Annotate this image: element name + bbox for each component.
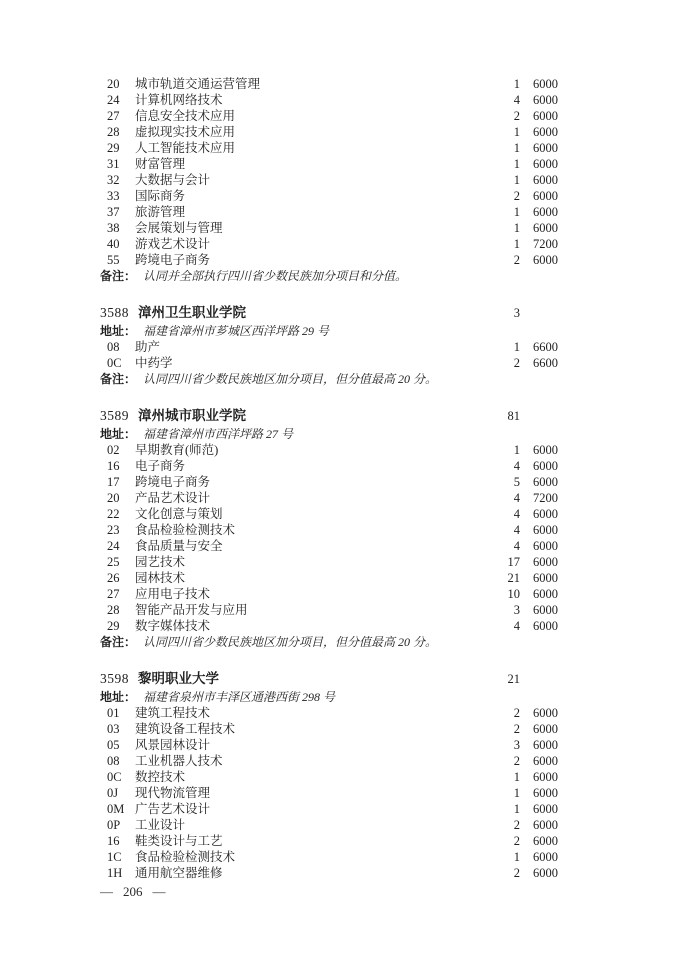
program-name: 食品检验检测技术: [135, 850, 236, 864]
program-fee: 6000: [533, 253, 558, 267]
program-row: [100, 252, 558, 268]
program-row: [100, 721, 558, 737]
program-count: 17: [507, 555, 520, 569]
program-name: 虚拟现实技术应用: [135, 125, 236, 139]
program-name: 鞋类设计与工艺: [135, 834, 223, 848]
program-fee: 6000: [533, 539, 558, 553]
program-code: 28: [107, 603, 120, 617]
program-name: 应用电子技术: [135, 587, 211, 601]
program-fee: 7200: [533, 491, 558, 505]
program-name: 财富管理: [135, 157, 186, 171]
program-row: [100, 705, 558, 721]
program-code: 33: [107, 189, 120, 203]
page-number: 206: [123, 884, 143, 899]
program-fee: 6000: [533, 802, 558, 816]
program-name: 工业设计: [135, 818, 186, 832]
program-code: 1C: [107, 850, 122, 864]
program-name: 国际商务: [135, 189, 186, 203]
program-count: 1: [513, 786, 520, 800]
remark-text: 认同并全部执行四川省少数民族加分项目和分值。: [143, 269, 408, 283]
program-row: [100, 618, 558, 634]
program-row: [100, 506, 558, 522]
program-name: 计算机网络技术: [135, 93, 223, 107]
program-row: [100, 108, 558, 124]
college-name: 漳州城市职业学院: [138, 408, 246, 423]
page-footer: [100, 884, 166, 900]
program-name: 智能产品开发与应用: [135, 603, 248, 617]
program-row: [100, 785, 558, 801]
program-fee: 6000: [533, 571, 558, 585]
program-row: [100, 801, 558, 817]
program-count: 2: [513, 253, 520, 267]
program-name: 中药学: [135, 356, 173, 370]
program-fee: 6000: [533, 459, 558, 473]
program-row: [100, 570, 558, 586]
program-fee: 6000: [533, 125, 558, 139]
program-name: 风景园林设计: [135, 738, 211, 752]
program-code: 31: [107, 157, 120, 171]
program-fee: 6000: [533, 818, 558, 832]
program-count: 2: [513, 866, 520, 880]
program-fee: 6000: [533, 770, 558, 784]
program-fee: 6000: [533, 109, 558, 123]
program-fee: 6000: [533, 866, 558, 880]
program-code: 26: [107, 571, 120, 585]
program-code: 32: [107, 173, 120, 187]
program-row: [100, 172, 558, 188]
remark-line: [100, 268, 558, 284]
program-count: 3: [513, 738, 520, 752]
program-count: 3: [513, 603, 520, 617]
program-name: 跨境电子商务: [135, 253, 211, 267]
college-total-count: 3: [513, 306, 520, 320]
program-row: [100, 769, 558, 785]
program-fee: 6000: [533, 834, 558, 848]
program-code: 0M: [107, 802, 125, 816]
program-name: 大数据与会计: [135, 173, 211, 187]
program-row: [100, 554, 558, 570]
college-code: 3589: [100, 408, 129, 423]
program-code: 20: [107, 77, 120, 91]
program-rows: [100, 339, 558, 371]
program-count: 4: [513, 459, 520, 473]
program-fee: 6000: [533, 850, 558, 864]
program-name: 广告艺术设计: [135, 802, 211, 816]
program-row: [100, 442, 558, 458]
address-label: 地址：: [100, 427, 137, 441]
program-fee: 6000: [533, 722, 558, 736]
program-row: [100, 522, 558, 538]
program-count: 2: [513, 706, 520, 720]
program-code: 1H: [107, 866, 123, 880]
program-name: 食品检验检测技术: [135, 523, 236, 537]
college-address-line: [100, 689, 558, 705]
remark-label: 备注：: [100, 372, 137, 386]
program-fee: 6000: [533, 603, 558, 617]
program-name: 建筑工程技术: [135, 706, 211, 720]
program-row: [100, 849, 558, 865]
program-name: 游戏艺术设计: [135, 237, 211, 251]
program-row: [100, 92, 558, 108]
program-fee: 6600: [533, 356, 558, 370]
program-fee: 6000: [533, 475, 558, 489]
program-name: 工业机器人技术: [135, 754, 223, 768]
program-name: 会展策划与管理: [135, 221, 223, 235]
program-name: 通用航空器维修: [135, 866, 223, 880]
program-rows: [100, 442, 558, 634]
address-text: 福建省漳州市西洋坪路 27 号: [143, 427, 294, 441]
program-row: [100, 538, 558, 554]
program-code: 05: [107, 738, 120, 752]
program-count: 4: [513, 539, 520, 553]
program-count: 21: [507, 571, 520, 585]
program-row: [100, 124, 558, 140]
program-row: [100, 140, 558, 156]
program-row: [100, 458, 558, 474]
program-row: [100, 220, 558, 236]
program-fee: 6000: [533, 523, 558, 537]
address-text: 福建省泉州市丰泽区通港西街 298 号: [143, 690, 336, 704]
program-name: 电子商务: [135, 459, 186, 473]
program-count: 1: [513, 237, 520, 251]
program-code: 08: [107, 754, 120, 768]
program-row: [100, 236, 558, 252]
program-rows: [100, 76, 558, 268]
program-code: 03: [107, 722, 120, 736]
program-fee: 6000: [533, 443, 558, 457]
program-count: 10: [507, 587, 520, 601]
program-name: 园艺技术: [135, 555, 186, 569]
program-code: 28: [107, 125, 120, 139]
college-address-line: [100, 323, 558, 339]
program-count: 4: [513, 507, 520, 521]
program-code: 27: [107, 587, 120, 601]
college-header: [100, 670, 558, 688]
program-fee: 6000: [533, 157, 558, 171]
program-row: [100, 737, 558, 753]
program-code: 29: [107, 619, 120, 633]
college-section: [100, 407, 558, 650]
program-name: 旅游管理: [135, 205, 186, 219]
program-count: 2: [513, 754, 520, 768]
program-code: 24: [107, 539, 120, 553]
program-name: 食品质量与安全: [135, 539, 223, 553]
program-count: 1: [513, 205, 520, 219]
college-code: 3598: [100, 671, 129, 686]
program-row: [100, 833, 558, 849]
program-count: 1: [513, 141, 520, 155]
program-name: 早期教育(师范): [135, 443, 219, 457]
program-name: 文化创意与策划: [135, 507, 223, 521]
program-count: 1: [513, 125, 520, 139]
program-name: 数控技术: [135, 770, 186, 784]
program-count: 1: [513, 221, 520, 235]
program-code: 20: [107, 491, 120, 505]
program-fee: 6000: [533, 205, 558, 219]
program-fee: 6000: [533, 786, 558, 800]
program-fee: 6000: [533, 173, 558, 187]
program-fee: 6000: [533, 141, 558, 155]
college-code: 3588: [100, 305, 129, 320]
program-count: 2: [513, 834, 520, 848]
program-fee: 6000: [533, 189, 558, 203]
college-name: 黎明职业大学: [138, 671, 219, 686]
sections-container: [100, 76, 558, 881]
remark-text: 认同四川省少数民族地区加分项目，但分值最高 20 分。: [143, 635, 438, 649]
college-total-count: 21: [507, 672, 520, 686]
program-fee: 6000: [533, 738, 558, 752]
program-count: 1: [513, 340, 520, 354]
program-name: 城市轨道交通运营管理: [135, 77, 261, 91]
program-code: 16: [107, 459, 120, 473]
program-count: 1: [513, 77, 520, 91]
college-section: [100, 670, 558, 881]
program-code: 24: [107, 93, 120, 107]
program-count: 5: [513, 475, 520, 489]
program-count: 1: [513, 802, 520, 816]
program-count: 2: [513, 722, 520, 736]
program-code: 01: [107, 706, 120, 720]
footer-dash-right: —: [152, 884, 166, 899]
program-name: 信息安全技术应用: [135, 109, 236, 123]
program-code: 37: [107, 205, 120, 219]
college-address-line: [100, 426, 558, 442]
college-section: [100, 304, 558, 387]
program-name: 园林技术: [135, 571, 186, 585]
program-code: 0C: [107, 770, 122, 784]
program-name: 跨境电子商务: [135, 475, 211, 489]
program-name: 现代物流管理: [135, 786, 211, 800]
footer-dash-left: —: [100, 884, 113, 899]
program-row: [100, 339, 558, 355]
program-code: 27: [107, 109, 120, 123]
program-code: 40: [107, 237, 120, 251]
program-row: [100, 474, 558, 490]
program-count: 4: [513, 523, 520, 537]
program-fee: 6600: [533, 340, 558, 354]
program-count: 1: [513, 157, 520, 171]
remark-label: 备注：: [100, 635, 137, 649]
program-count: 4: [513, 491, 520, 505]
program-row: [100, 76, 558, 92]
program-row: [100, 188, 558, 204]
program-name: 人工智能技术应用: [135, 141, 236, 155]
program-fee: 6000: [533, 93, 558, 107]
program-code: 29: [107, 141, 120, 155]
college-header: [100, 407, 558, 425]
program-row: [100, 204, 558, 220]
address-label: 地址：: [100, 690, 137, 704]
program-code: 17: [107, 475, 120, 489]
program-row: [100, 586, 558, 602]
program-code: 38: [107, 221, 120, 235]
program-count: 1: [513, 770, 520, 784]
program-count: 1: [513, 443, 520, 457]
program-count: 2: [513, 189, 520, 203]
program-fee: 6000: [533, 754, 558, 768]
program-code: 22: [107, 507, 120, 521]
remark-text: 认同四川省少数民族地区加分项目，但分值最高 20 分。: [143, 372, 438, 386]
program-fee: 6000: [533, 507, 558, 521]
program-row: [100, 156, 558, 172]
address-text: 福建省漳州市芗城区西洋坪路 29 号: [143, 324, 330, 338]
program-code: 0P: [107, 818, 121, 832]
program-row: [100, 817, 558, 833]
program-count: 4: [513, 619, 520, 633]
college-total-count: 81: [507, 409, 520, 423]
program-count: 1: [513, 850, 520, 864]
program-count: 4: [513, 93, 520, 107]
program-fee: 7200: [533, 237, 558, 251]
program-fee: 6000: [533, 706, 558, 720]
program-row: [100, 865, 558, 881]
program-count: 1: [513, 173, 520, 187]
program-row: [100, 602, 558, 618]
program-name: 建筑设备工程技术: [135, 722, 236, 736]
program-row: [100, 490, 558, 506]
program-fee: 6000: [533, 587, 558, 601]
remark-line: [100, 371, 558, 387]
program-name: 助产: [135, 340, 161, 354]
college-header: [100, 304, 558, 322]
program-rows: [100, 705, 558, 881]
program-code: 08: [107, 340, 120, 354]
college-section: [100, 76, 558, 284]
address-label: 地址：: [100, 324, 137, 338]
program-fee: 6000: [533, 619, 558, 633]
program-code: 55: [107, 253, 120, 267]
program-count: 2: [513, 109, 520, 123]
program-fee: 6000: [533, 77, 558, 91]
program-fee: 6000: [533, 555, 558, 569]
program-name: 数字媒体技术: [135, 619, 211, 633]
college-name: 漳州卫生职业学院: [138, 305, 246, 320]
program-row: [100, 355, 558, 371]
program-name: 产品艺术设计: [135, 491, 211, 505]
program-code: 0J: [107, 786, 119, 800]
program-row: [100, 753, 558, 769]
program-code: 23: [107, 523, 120, 537]
remark-line: [100, 634, 558, 650]
remark-label: 备注：: [100, 269, 137, 283]
program-code: 02: [107, 443, 120, 457]
program-count: 2: [513, 818, 520, 832]
program-fee: 6000: [533, 221, 558, 235]
program-code: 16: [107, 834, 120, 848]
program-code: 0C: [107, 356, 122, 370]
program-count: 2: [513, 356, 520, 370]
program-code: 25: [107, 555, 120, 569]
